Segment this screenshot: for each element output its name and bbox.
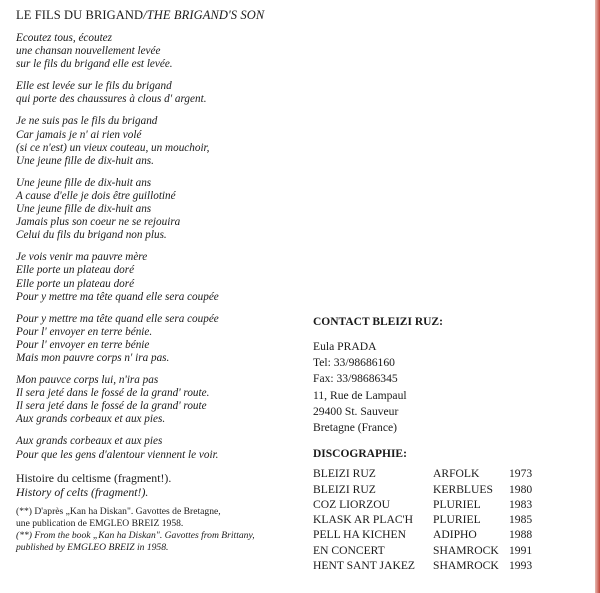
lyric-line: Celui du fils du brigand non plus. <box>16 229 167 242</box>
history-line-en: History of celts (fragment!). <box>16 484 149 499</box>
contact-heading: CONTACT BLEIZI RUZ: <box>313 316 443 328</box>
release-year: 1985 <box>509 513 533 527</box>
contact-city: 29400 St. Sauveur <box>313 404 399 418</box>
source-notes <box>16 506 301 554</box>
table-row <box>313 558 549 573</box>
album-title: BLEIZI RUZ <box>313 482 376 496</box>
song-title-en: /THE BRIGAND'S SON <box>143 8 265 22</box>
record-label: PLURIEL <box>433 513 481 527</box>
lyric-line: Ecoutez tous, écoutez <box>16 32 113 44</box>
lyric-line: Mon pauvce corps lui, n'ira pas <box>16 374 159 387</box>
song-title <box>16 8 301 23</box>
note-en-line-1: (**) From the book „Kan ha Diskan". Gavottes from Brittany, <box>16 529 255 541</box>
stanza-7 <box>16 374 301 426</box>
table-row <box>313 497 549 512</box>
lyric-line: Pour l' envoyer en terre bénie. <box>16 325 153 338</box>
album-title: BLEIZI RUZ <box>313 467 376 481</box>
table-row <box>313 512 549 527</box>
lyric-line: Mais mon pauvre corps n' ira pas. <box>16 351 170 364</box>
table-row <box>313 466 549 481</box>
lyric-line: Pour que les gens d'alentour viennent le voir. <box>16 448 219 461</box>
discography-heading: DISCOGRAPHIE: <box>313 448 407 461</box>
table-row <box>313 482 549 497</box>
contact-name: Eula PRADA <box>313 340 377 353</box>
lyric-line: A cause d'elle je dois être guillotiné <box>16 189 176 202</box>
contact-block <box>313 339 583 436</box>
record-label: PLURIEL <box>433 497 481 511</box>
lyric-line: Je ne suis pas le fils du brigand <box>16 115 158 128</box>
lyric-line: Elle porte un plateau doré <box>16 277 135 290</box>
right-edge-accent <box>595 0 600 593</box>
lyric-line: Jamais plus son coeur ne se rejouira <box>16 216 181 229</box>
record-label: ARFOLK <box>433 467 480 481</box>
lyric-line: qui porte des chaussures à clous d' argent. <box>16 93 207 106</box>
lyric-line: sur le fils du brigand elle est levée. <box>16 58 173 71</box>
history-note <box>16 471 301 499</box>
lyric-line: Aux grands corbeaux et aux pies. <box>16 413 166 426</box>
release-year: 1980 <box>509 482 533 496</box>
history-line-fr: Histoire du celtisme (fragment!). <box>16 470 172 485</box>
lyric-line: Elle porte un plateau doré <box>16 264 135 277</box>
lyrics-column <box>16 8 301 554</box>
table-row <box>313 527 549 542</box>
lyric-line: Une jeune fille de dix-huit ans <box>16 176 152 189</box>
contact-tel: Tel: 33/98686160 <box>313 356 395 370</box>
album-title: PELL HA KICHEN <box>313 528 406 542</box>
contact-fax: Fax: 33/98686345 <box>313 372 398 386</box>
lyric-line: Pour y mettre ma tête quand elle sera coupée <box>16 290 219 303</box>
lyric-line: Une jeune fille de dix-huit ans. <box>16 154 154 167</box>
lyric-line: Pour y mettre ma tête quand elle sera coupée <box>16 312 219 325</box>
info-column <box>313 316 583 573</box>
lyric-line: Car jamais je n' ai rien volé <box>16 128 142 141</box>
release-year: 1991 <box>509 543 533 557</box>
release-year: 1988 <box>509 528 533 542</box>
release-year: 1993 <box>509 559 533 572</box>
record-label: ADIPHO <box>433 528 477 542</box>
lyric-line: Je vois venir ma pauvre mère <box>16 251 148 264</box>
lyric-line: une chansan nouvellement levée <box>16 45 161 58</box>
lyric-line: Elle est levée sur le fils du brigand <box>16 80 172 93</box>
record-label: KERBLUES <box>433 482 493 496</box>
lyric-line: Il sera jeté dans le fossé de la grand' route. <box>16 387 210 400</box>
album-title: KLASK AR PLAC'H <box>313 513 414 527</box>
stanza-4 <box>16 177 301 242</box>
lyric-line: Aux grands corbeaux et aux pies <box>16 435 163 448</box>
stanza-8 <box>16 435 301 461</box>
stanza-6 <box>16 313 301 365</box>
lyric-line: Pour l' envoyer en terre bénie <box>16 338 150 351</box>
stanza-1 <box>16 32 301 71</box>
stanza-3 <box>16 115 301 167</box>
release-year: 1983 <box>509 497 533 511</box>
record-label: SHAMROCK <box>433 559 499 572</box>
stanza-5 <box>16 251 301 303</box>
table-row <box>313 543 549 558</box>
lyric-line: Une jeune fille de dix-huit ans <box>16 203 152 216</box>
album-title: EN CONCERT <box>313 543 385 557</box>
album-title: COZ LIORZOU <box>313 497 390 511</box>
note-en-line-2: published by EMGLEO BREIZ in 1958. <box>16 541 169 553</box>
album-title: HENT SANT JAKEZ <box>313 559 415 572</box>
stanza-2 <box>16 80 301 106</box>
release-year: 1973 <box>509 467 533 481</box>
lyric-line: (si ce n'est) un vieux couteau, un mouchoir, <box>16 141 210 154</box>
note-fr-line-2: une publication de EMGLEO BREIZ 1958. <box>16 517 184 529</box>
discography-table <box>313 466 549 573</box>
note-fr-line-1: (**) D'après „Kan ha Diskan". Gavottes de Bretagne, <box>16 505 221 517</box>
song-title-fr: LE FILS DU BRIGAND <box>16 8 144 22</box>
record-label: SHAMROCK <box>433 543 499 557</box>
lyric-line: Il sera jeté dans le fossé de la grand' route <box>16 400 207 413</box>
contact-street: 11, Rue de Lampaul <box>313 388 407 402</box>
contact-region: Bretagne (France) <box>313 421 398 435</box>
